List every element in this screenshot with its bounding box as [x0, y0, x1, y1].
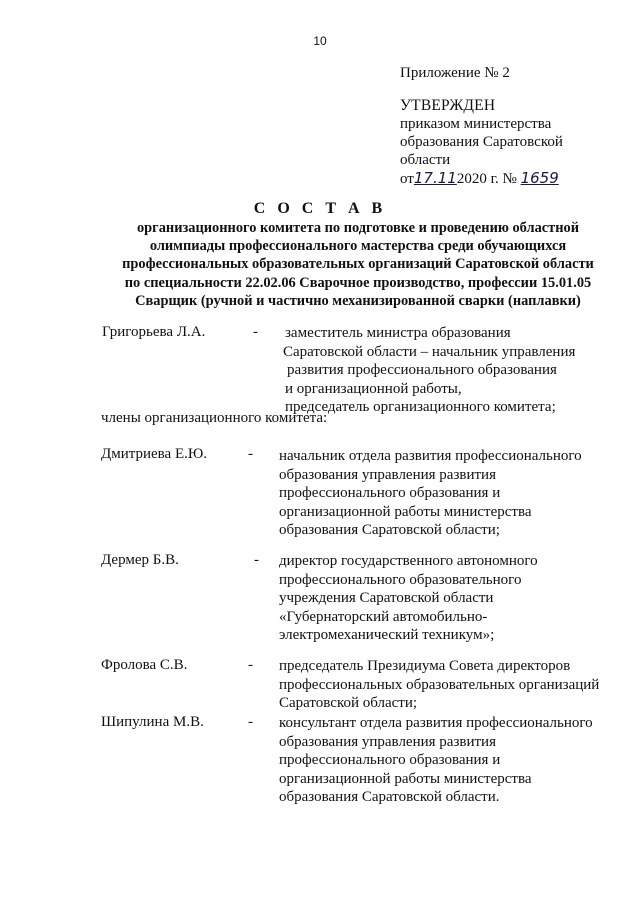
document-title: С О С Т А В [253, 200, 387, 217]
description-line: профессионального образования и [279, 485, 501, 501]
description-line: организационной работы министерства [279, 770, 532, 787]
subtitle-line: по специальности 22.02.06 Сварочное производство, профессии 15.01.05 [124, 274, 592, 291]
members-label: члены организационного комитета: [101, 410, 328, 426]
subtitle-line: олимпиады профессионального мастерства среди обучающихся [149, 238, 567, 255]
description-line: организационной работы министерства [279, 503, 532, 520]
description-line: образования управления развития [279, 733, 496, 750]
description-line: образования Саратовской области; [279, 522, 500, 538]
appendix-label: Приложение № 2 [400, 65, 510, 81]
chair-dash: - [253, 324, 258, 340]
member-dash: - [248, 446, 253, 462]
member-description [279, 552, 609, 645]
description-line: «Губернаторский автомобильно- [279, 608, 488, 625]
member-description [279, 447, 609, 540]
description-line: Саратовской области – начальник управления [283, 343, 576, 360]
member-name: Шипулина М.В. [101, 714, 204, 730]
subtitle-line: профессиональных образовательных организаций Саратовской области [122, 256, 594, 273]
description-line: начальник отдела развития профессионального [279, 448, 582, 464]
description-line: развития профессионального образования [287, 362, 557, 378]
date-prefix: от [400, 171, 414, 187]
description-line: председатель Президиума Совета директоров [279, 658, 571, 674]
member-dash: - [248, 714, 253, 730]
description-line: заместитель министра образования [285, 325, 511, 341]
chair-description [283, 324, 603, 417]
approval-date-line [400, 169, 563, 188]
member-description [279, 714, 619, 807]
document-subtitle [108, 219, 608, 310]
description-line: директор государственного автономного [279, 553, 538, 569]
member-name: Дермер Б.В. [101, 552, 179, 568]
description-line: Саратовской области; [279, 695, 418, 711]
description-line: профессионального образования и [279, 752, 501, 768]
handwritten-order-number: 1659 [520, 169, 559, 187]
description-line: электромеханический техникум»; [279, 627, 495, 643]
member-name: Дмитриева Е.Ю. [101, 446, 208, 462]
description-line: образования Саратовской области. [279, 789, 500, 805]
description-line: консультант отдела развития профессионального [279, 715, 593, 731]
approval-heading: УТВЕРЖДЕН [400, 97, 496, 114]
description-line: председатель организационного комитета; [285, 399, 556, 415]
approval-line: образования Саратовской [400, 134, 563, 150]
member-description [279, 657, 619, 713]
subtitle-line: организационного комитета по подготовке и проведению областной [136, 220, 580, 236]
member-dash: - [254, 552, 259, 568]
member-dash: - [248, 657, 253, 673]
chair-name: Григорьева Л.А. [102, 324, 206, 340]
approval-line: области [400, 152, 451, 168]
approval-line: приказом министерства [400, 116, 552, 132]
description-line: учреждения Саратовской области [279, 590, 494, 606]
description-line: профессионального образовательного [279, 571, 522, 588]
approval-block [400, 97, 563, 188]
description-line: профессиональных образовательных организаций [279, 676, 600, 693]
date-year: 2020 г. [456, 171, 499, 187]
description-line: образования управления развития [279, 466, 496, 483]
member-name: Фролова С.В. [101, 657, 188, 673]
description-line: и организационной работы, [285, 380, 462, 397]
handwritten-date: 17.11 [413, 169, 457, 187]
page-number: 10 [313, 34, 327, 48]
number-prefix: № [502, 171, 517, 187]
subtitle-line: Сварщик (ручной и частично механизированной сварки (наплавки) [135, 292, 581, 309]
